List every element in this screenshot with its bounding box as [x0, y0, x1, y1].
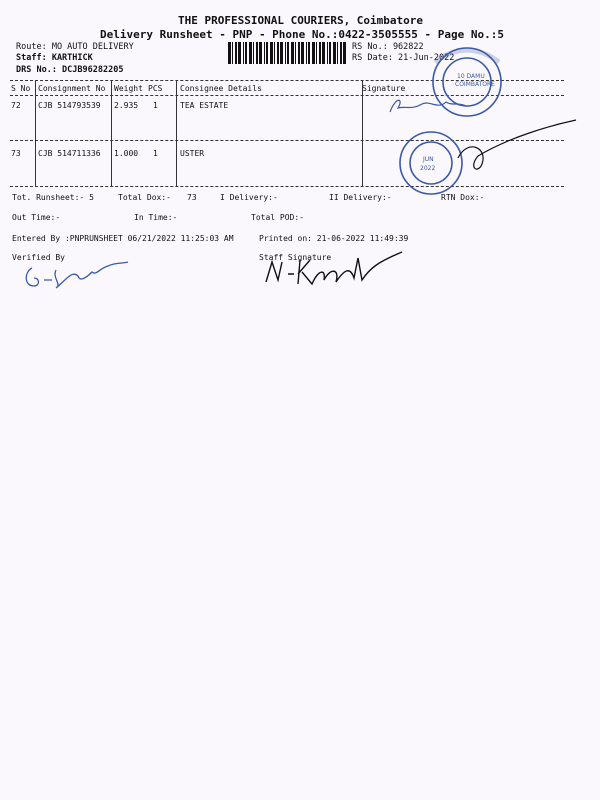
barcode-bar: [238, 42, 241, 64]
row-73-pcs: 1: [153, 149, 158, 158]
barcode-bar: [274, 42, 275, 64]
barcode-bar: [270, 42, 273, 64]
staff-signature-label: Staff Signature: [259, 253, 332, 262]
barcode-bar: [245, 42, 247, 64]
barcode-bar: [329, 42, 331, 64]
company-name: THE PROFESSIONAL COURIERS, Coimbatore: [178, 14, 424, 27]
col-sno: S No: [11, 84, 31, 93]
barcode: [228, 42, 346, 64]
col-consignee: Consignee Details: [180, 84, 262, 93]
barcode-bar: [235, 42, 237, 64]
col-consignment: Consignment No: [38, 84, 106, 93]
svg-text:JUN: JUN: [423, 156, 434, 163]
i-delivery: I Delivery:-: [220, 193, 278, 202]
barcode-bar: [280, 42, 283, 64]
barcode-bar: [340, 42, 342, 64]
barcode-bar: [312, 42, 315, 64]
barcode-bar: [298, 42, 300, 64]
rtn-dox: RTN Dox:-: [441, 193, 485, 202]
col-divider: [111, 80, 112, 186]
barcode-bar: [301, 42, 304, 64]
table-bottom-rule: [10, 186, 564, 187]
col-divider: [176, 80, 177, 186]
total-dox-value: 73: [187, 193, 197, 202]
row-73-consignee: USTER: [180, 149, 205, 158]
printed-on: Printed on: 21-06-2022 11:49:39: [259, 234, 409, 243]
rs-date: RS Date: 21-Jun-2022: [352, 53, 455, 63]
total-dox-label: Total Dox:-: [118, 193, 171, 202]
barcode-bar: [295, 42, 296, 64]
row-73-sno: 73: [11, 149, 21, 158]
total-runsheet: Tot. Runsheet:- 5: [12, 193, 94, 202]
entered-by: Entered By :PNPRUNSHEET 06/21/2022 11:25:03 AM: [12, 234, 234, 243]
barcode-bar: [333, 42, 336, 64]
row-72-consignee: TEA ESTATE: [180, 101, 229, 110]
col-pcs: PCS: [148, 84, 163, 93]
col-divider: [362, 80, 363, 186]
rs-number: RS No.: 962822: [352, 42, 424, 52]
out-time: Out Time:-: [12, 213, 61, 222]
row-72-sno: 72: [11, 101, 21, 110]
total-pod: Total POD:-: [251, 213, 304, 222]
verifier-signature: [22, 256, 132, 296]
barcode-bar: [232, 42, 233, 64]
staff-signature-mark: [262, 250, 412, 295]
barcode-bar: [316, 42, 317, 64]
in-time: In Time:-: [134, 213, 178, 222]
svg-text:COIMBATORE: COIMBATORE: [455, 81, 495, 88]
receiver-signature-2: [448, 118, 578, 178]
verified-by-label: Verified By: [12, 253, 65, 262]
col-weight: Weight: [114, 84, 143, 93]
barcode-bar: [253, 42, 254, 64]
barcode-bar: [291, 42, 294, 64]
barcode-bar: [327, 42, 328, 64]
col-divider: [35, 80, 36, 186]
barcode-bar: [337, 42, 338, 64]
barcode-bar: [308, 42, 310, 64]
barcode-bar: [319, 42, 321, 64]
runsheet-title: Delivery Runsheet - PNP - Phone No.:0422-3505555 - Page No.:5: [100, 28, 504, 41]
row-72-consignment: CJB 514793539: [38, 101, 101, 110]
barcode-bar: [322, 42, 325, 64]
route-label: Route: MO AUTO DELIVERY: [16, 42, 134, 52]
barcode-bar: [266, 42, 268, 64]
row-73-consignment: CJB 514711336: [38, 149, 101, 158]
barcode-bar: [277, 42, 279, 64]
row-72-weight: 2.935: [114, 101, 139, 110]
barcode-bar: [306, 42, 307, 64]
ii-delivery: II Delivery:-: [329, 193, 392, 202]
svg-text:10 DAMU: 10 DAMU: [457, 73, 485, 80]
barcode-bar: [264, 42, 265, 64]
drs-number: DRS No.: DCJB96282205: [16, 65, 124, 75]
row-72-pcs: 1: [153, 101, 158, 110]
barcode-bar: [343, 42, 346, 64]
col-signature: Signature: [362, 84, 406, 93]
barcode-bar: [249, 42, 252, 64]
barcode-bar: [285, 42, 286, 64]
barcode-bar: [243, 42, 244, 64]
svg-text:2022: 2022: [420, 165, 436, 172]
barcode-bar: [259, 42, 262, 64]
barcode-bar: [256, 42, 258, 64]
barcode-bar: [228, 42, 231, 64]
row-73-weight: 1.000: [114, 149, 139, 158]
staff-label: Staff: KARTHICK: [16, 53, 93, 63]
barcode-bar: [287, 42, 289, 64]
